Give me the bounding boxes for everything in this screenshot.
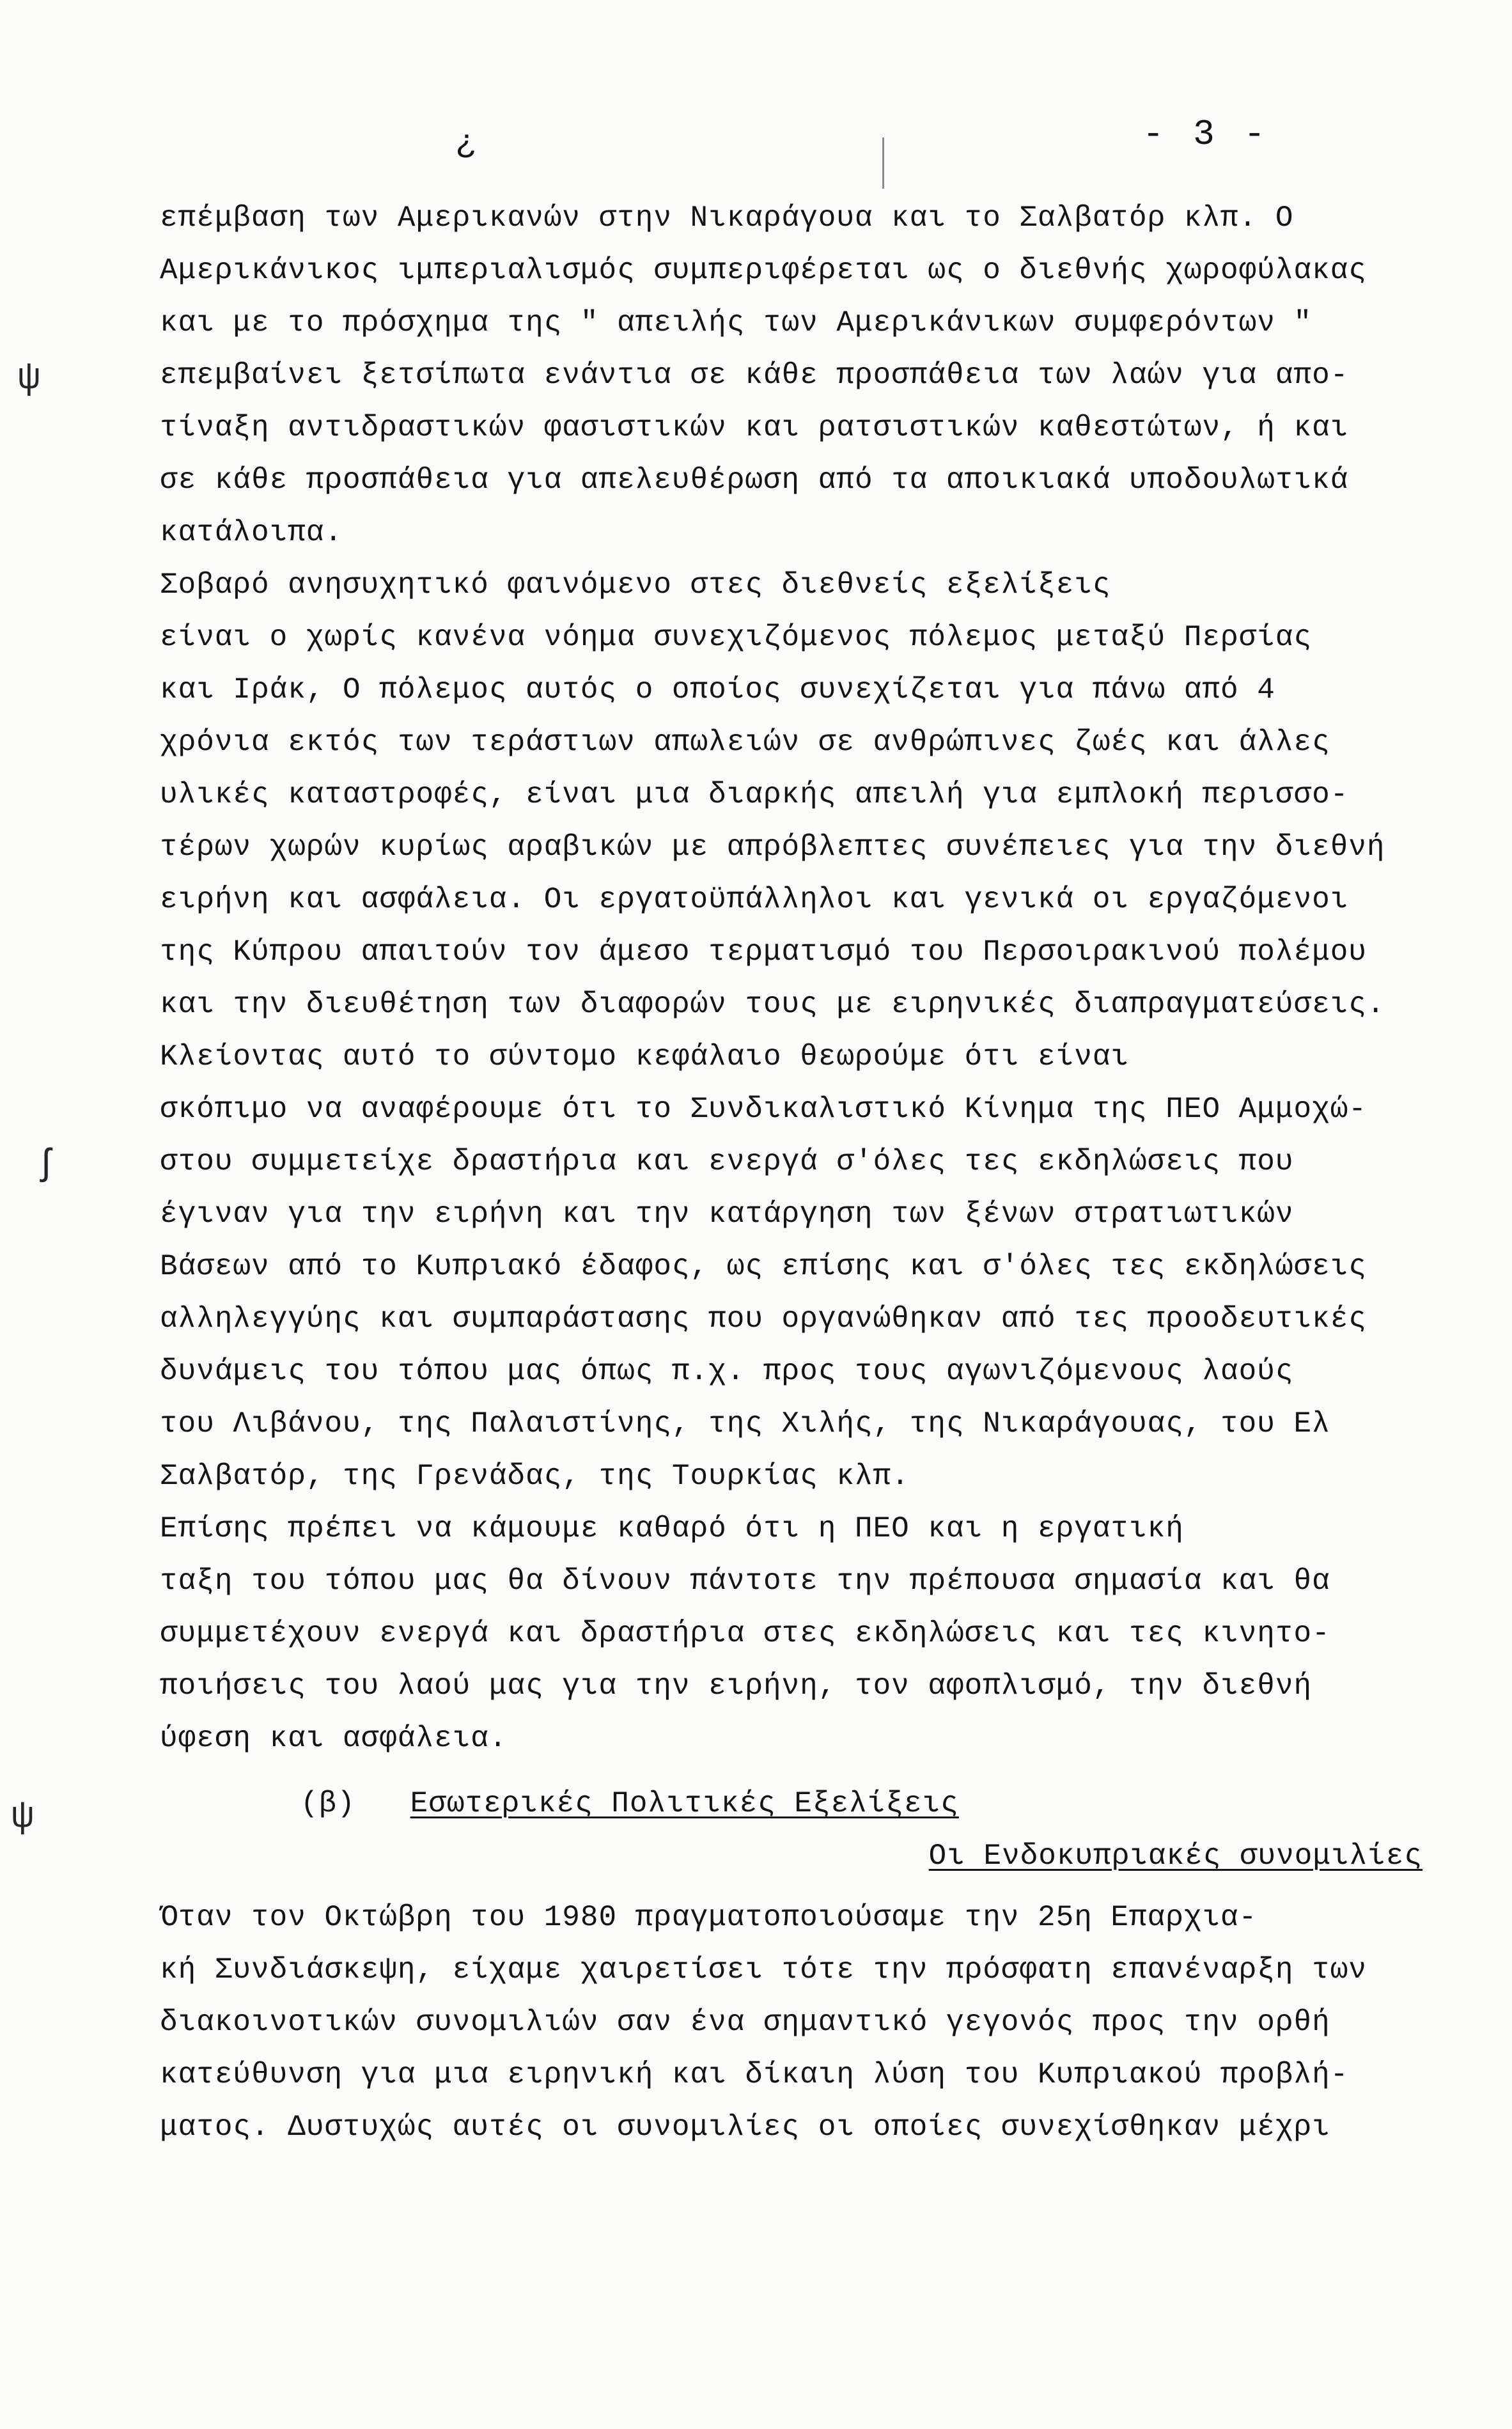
margin-mark: ψ: [12, 1797, 34, 1838]
body-text: [160, 192, 1438, 1765]
top-mark: ¿: [455, 125, 476, 164]
paragraph-working-class: Επίσης πρέπει να κάμουμε καθαρό ότι η ΠΕΟ και η εργατική ταξη του τόπου μας θα δίνουν πάντοτε την πρέπουσα σημασία και θα συμμετέχουν ενεργά και δραστήρια στες εκδηλώσεις και τες κινητο- ποιήσεις του λαού μας για την ειρήνη, τον αφοπλισμό, την διεθνή ύφεση και ασφάλεια.: [160, 1512, 1330, 1755]
paragraph-peo-participation: Κλείοντας αυτό το σύντομο κεφάλαιο θεωρούμε ότι είναι σκόπιμο να αναφέρουμε ότι το Συνδικαλιστικό Κίνημα της ΠΕΟ Αμμοχώ- στου συμμετείχε δραστήρια και ενεργά σ'όλες τες εκδηλώσεις που έγιναν για την ειρήνη και την κατάργηση των ξένων στρατιωτικών Βάσεων από το Κυπριακό έδαφος, ως επίσης και σ'όλες τες εκδηλώσεις αλληλεγγύης και συμπαράστασης που οργανώθηκαν από τες προοδευτικές δυνάμεις του τόπου μας όπως π.χ. προς τους αγωνιζόμενους λαούς του Λιβάνου, της Παλαιστίνης, της Χιλής, της Νικαράγουας, του Ελ Σαλβατόρ, της Γρενάδας, της Τουρκίας κλπ.: [160, 1040, 1367, 1493]
section-label: (β): [300, 1787, 355, 1820]
fold-mark: [882, 137, 884, 189]
margin-mark: ψ: [18, 358, 40, 400]
page-number: - 3 -: [1142, 114, 1269, 155]
paragraph-interventions: επέμβαση των Αμερικανών στην Νικαράγουα και το Σαλβατόρ κλπ. Ο Αμερικάνικος ιμπεριαλισμός συμπεριφέρεται ως ο διεθνής χωροφύλακας και με το πρόσχημα της " απειλής των Αμερικάνικων συμφερόντων " επεμβαίνει ξετσίπωτα ενάντια σε κάθε προσπάθεια των λαών για απο- τίναξη αντιδραστικών φασιστικών και ρατσιστικών καθεστώτων, ή και σε κάθε προσπάθεια για απελευθέρωση από τα αποικιακά υποδουλωτικά κατάλοιπα.: [160, 201, 1367, 549]
paragraph-iran-iraq-war: Σοβαρό ανησυχητικό φαινόμενο στες διεθνείς εξελίξεις είναι ο χωρίς κανένα νόημα συνεχιζόμενος πόλεμος μεταξύ Περσίας και Ιράκ, Ο πόλεμος αυτός ο οποίος συνεχίζεται για πάνω από 4 χρόνια εκτός των τεράστιων απωλειών σε ανθρώπινες ζωές και άλλες υλικές καταστροφές, είναι μια διαρκής απειλή για εμπλοκή περισσο- τέρων χωρών κυρίως αραβικών με απρόβλεπτες συνέπειες για την διεθνή ειρήνη και ασφάλεια. Οι εργατοϋπάλληλοι και γενικά οι εργαζόμενοι της Κύπρου απαιτούν τον άμεσο τερματισμό του Περσοιρακινού πολέμου και την διευθέτηση των διαφορών τους με ειρηνικές διαπραγματεύσεις.: [160, 568, 1385, 1021]
section-title: Εσωτερικές Πολιτικές Εξελίξεις: [410, 1787, 959, 1820]
margin-mark: ʃ: [35, 1144, 58, 1186]
section-heading: [300, 1787, 959, 1820]
section-subtitle: Οι Ενδοκυπριακές συνομιλίες: [928, 1839, 1422, 1873]
paragraph-intercommunal-talks: Όταν τον Οκτώβρη του 1980 πραγματοποιούσαμε την 25η Επαρχια- κή Συνδιάσκεψη, είχαμε χαιρετίσει τότε την πρόσφατη επανέναρξη των διακοινοτικών συνομιλιών σαν ένα σημαντικό γεγονός προς την ορθή κατεύθυνση για μια ειρηνική και δίκαιη λύση του Κυπριακού προβλή- ματος. Δυστυχώς αυτές οι συνομιλίες οι οποίες συνεχίσθηκαν μέχρι: [160, 1901, 1367, 2144]
body-text-continued: [160, 1891, 1438, 2153]
